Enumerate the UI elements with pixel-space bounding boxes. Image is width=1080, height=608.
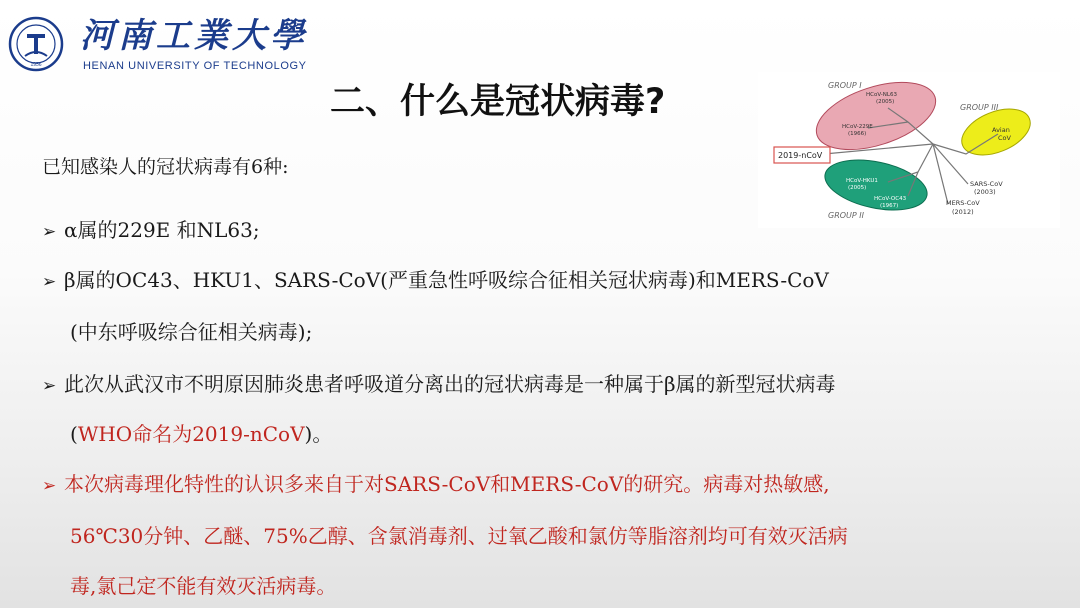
bullet-arrow-icon: ➢ (42, 376, 57, 396)
bullet-beta (42, 264, 829, 293)
paren-close: )。 (304, 422, 333, 446)
slide-title: 二、什么是冠状病毒? (330, 82, 666, 122)
bullet-properties-text: 本次病毒理化特性的认识多来自于对SARS-CoV和MERS-CoV的研究。病毒对热敏感, (64, 472, 830, 496)
sars-label: SARS-CoV (970, 180, 1003, 188)
bullet-new-virus (42, 368, 836, 397)
university-logo (8, 14, 308, 74)
bullet-new-virus-continued (70, 418, 332, 447)
group2-label: GROUP II (828, 211, 864, 220)
nl63-label: HCoV-NL63 (866, 92, 897, 98)
seal-year: 1956 (30, 62, 42, 68)
bullet-properties (42, 468, 830, 497)
who-name-highlight: WHO命名为2019-nCoV (77, 422, 305, 446)
bullet-alpha (42, 214, 260, 243)
mers-year: (2012) (952, 208, 974, 216)
coronavirus-phylogeny-figure (758, 72, 1060, 228)
oc43-label: HCoV-OC43 (874, 196, 907, 202)
mers-label: MERS-CoV (946, 199, 980, 207)
bullet-properties-continued-2: 毒,氯己定不能有效灭活病毒。 (70, 574, 337, 598)
bullet-arrow-icon: ➢ (42, 272, 57, 292)
bullet-beta-continued: (中东呼吸综合征相关病毒); (70, 320, 313, 344)
bullet-arrow-icon: ➢ (42, 222, 57, 242)
group1-label: GROUP I (828, 81, 862, 90)
bullet-beta-text: β属的OC43、HKU1、SARS-CoV(严重急性呼吸综合征相关冠状病毒)和MERS-CoV (64, 268, 829, 292)
avian-label: Avian (992, 126, 1010, 134)
ncov-label: 2019-nCoV (778, 151, 823, 160)
hku1-year: (2005) (848, 185, 867, 191)
university-name-en: HENAN UNIVERSITY OF TECHNOLOGY (83, 60, 307, 72)
sars-year: (2003) (974, 188, 996, 196)
university-seal-icon (8, 16, 64, 72)
bullet-properties-continued-1: 56℃30分钟、乙醚、75%乙醇、含氯消毒剂、过氧乙酸和氯仿等脂溶剂均可有效灭活病 (70, 524, 848, 548)
nl63-year: (2005) (876, 99, 895, 105)
avian-label-2: CoV (998, 134, 1011, 142)
oc43-year: (1967) (880, 203, 899, 209)
bullet-new-virus-text: 此次从武汉市不明原因肺炎患者呼吸道分离出的冠状病毒是一种属于β属的新型冠状病毒 (64, 372, 836, 396)
paren-open: ( (70, 422, 78, 446)
bullet-arrow-icon: ➢ (42, 476, 57, 496)
group2-ellipse (820, 152, 931, 219)
229e-label: HCoV-229E (842, 124, 873, 130)
university-name-cn: 河南工業大學 (80, 16, 308, 56)
group3-label: GROUP III (960, 103, 999, 112)
hku1-label: HCoV-HKU1 (846, 178, 878, 184)
bullet-alpha-text: α属的229E 和NL63; (64, 218, 260, 242)
intro-text: 已知感染人的冠状病毒有6种: (42, 156, 289, 178)
229e-year: (1966) (848, 131, 867, 137)
